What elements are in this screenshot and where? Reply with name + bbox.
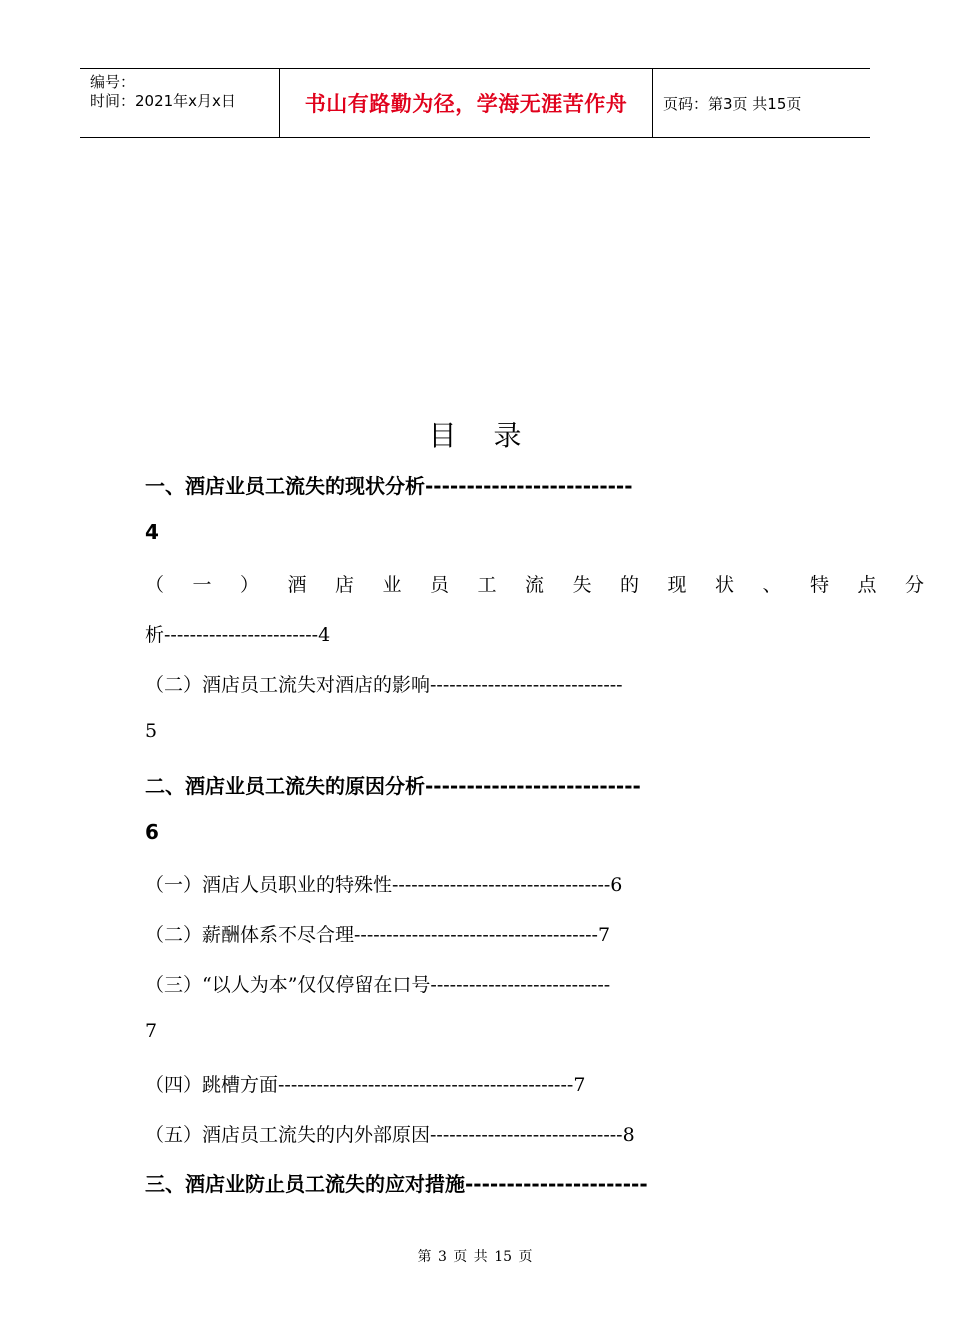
- number-label: 编号：: [90, 73, 136, 91]
- motto: 书山有路勤为径，学海无涯苦作舟: [280, 69, 653, 137]
- page-footer: 第 3 页 共 15 页: [417, 1249, 533, 1265]
- toc-entry-2: 二、酒店业员工流失的原因分析--------------------------: [145, 774, 641, 798]
- toc-entry-1: 一、酒店业员工流失的现状分析-------------------------: [145, 474, 633, 498]
- toc-entry-1-1-cont: 析------------------------4: [145, 624, 331, 646]
- toc-entry-1-1: [145, 570, 953, 597]
- toc-entry-2-4: （四）跳槽方面----------------------------------------------7: [145, 1074, 586, 1096]
- toc-entry-2-1: （一）酒店人员职业的特殊性----------------------------------6: [145, 874, 623, 896]
- page-header: [80, 68, 870, 138]
- toc-title: 目 录: [428, 419, 536, 452]
- toc-entry-2-3: （三）“以人为本”仅仅停留在口号----------------------------: [145, 974, 611, 996]
- toc-entry-2-3-page: 7: [145, 1020, 158, 1042]
- toc-entry-2-page: 6: [145, 820, 159, 844]
- toc-entry-3: 三、酒店业防止员工流失的应对措施----------------------: [145, 1172, 648, 1196]
- toc-entry-1-1-text: （一）酒店业员工流失的现状、特点分: [145, 574, 953, 596]
- toc-entry-2-5: （五）酒店员工流失的内外部原因------------------------------8: [145, 1124, 635, 1146]
- page-info: 页码：第3页 共15页: [663, 94, 802, 113]
- time-label: 时间：2021年x月x日: [90, 92, 236, 110]
- header-meta: [80, 69, 280, 137]
- toc-entry-1-page: 4: [145, 520, 159, 544]
- toc-entry-1-2: （二）酒店员工流失对酒店的影响------------------------------: [145, 674, 623, 696]
- toc-entry-1-2-page: 5: [145, 720, 158, 742]
- toc-entry-2-2: （二）薪酬体系不尽合理--------------------------------------7: [145, 924, 611, 946]
